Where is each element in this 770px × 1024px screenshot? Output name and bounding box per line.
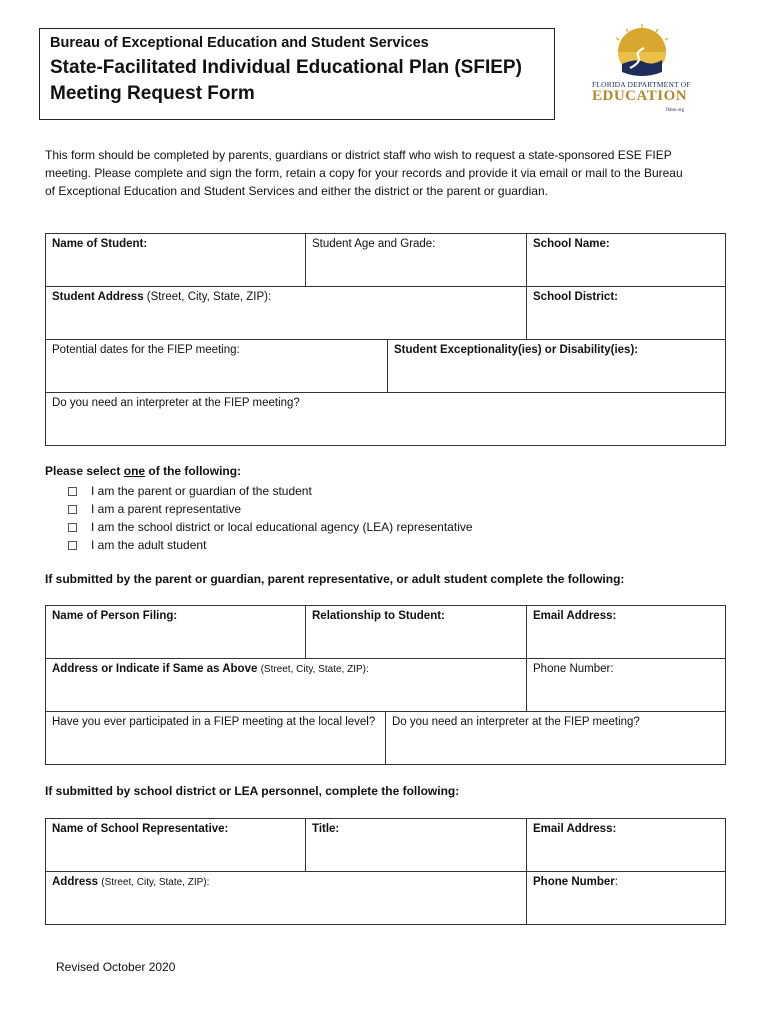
lea-address-field[interactable] xyxy=(46,872,527,925)
parent-address-hint: (Street, City, State, ZIP): xyxy=(260,664,369,675)
student-address-field[interactable] xyxy=(46,287,527,340)
meeting-dates-field[interactable]: Potential dates for the FIEP meeting: xyxy=(46,340,388,393)
lea-address-label: Address xyxy=(52,876,99,888)
lea-title-field[interactable]: Title: xyxy=(306,819,527,872)
role-options xyxy=(66,482,473,554)
interpreter-field[interactable]: Do you need an interpreter at the FIEP meeting? xyxy=(46,393,726,446)
parent-address-field[interactable] xyxy=(46,659,527,712)
parent-info-table xyxy=(45,605,726,765)
bureau-name: Bureau of Exceptional Education and Student Services xyxy=(50,35,429,51)
intro-paragraph: This form should be completed by parents, guardians or district staff who wish to request a state-sponsored ESE FIEP meeting. Please complete and sign the form, retain a copy for your records and provide it via email or mail to the Bureau of Exceptional Education and Student Services and either the district or the parent or guardian. xyxy=(45,148,683,198)
parent-email-field[interactable]: Email Address: xyxy=(527,606,726,659)
selection-prefix: Please select xyxy=(45,464,124,478)
lea-info-table xyxy=(45,818,726,925)
lea-phone-label: Phone Number xyxy=(533,876,615,888)
checkbox-icon[interactable] xyxy=(68,487,77,496)
person-filing-field[interactable]: Name of Person Filing: xyxy=(46,606,306,659)
checkbox-icon[interactable] xyxy=(68,505,77,514)
role-option-adult-student[interactable] xyxy=(66,536,473,554)
role-option-parent[interactable] xyxy=(66,482,473,500)
role-option-label: I am the school district or local educational agency (LEA) representative xyxy=(91,520,473,534)
parent-address-label: Address or Indicate if Same as Above xyxy=(52,663,258,675)
role-option-label: I am the adult student xyxy=(91,538,207,552)
role-option-label: I am a parent representative xyxy=(91,502,242,516)
role-option-parent-rep[interactable] xyxy=(66,500,473,518)
selection-underlined: one xyxy=(123,464,146,478)
student-info-table xyxy=(45,233,726,446)
checkbox-icon[interactable] xyxy=(68,541,77,550)
relationship-field[interactable]: Relationship to Student: xyxy=(306,606,527,659)
checkbox-icon[interactable] xyxy=(68,523,77,532)
parent-phone-field[interactable]: Phone Number: xyxy=(527,659,726,712)
form-title-line2: Meeting Request Form xyxy=(50,83,255,104)
form-title-line1: State-Facilitated Individual Educational Plan (SFIEP) xyxy=(50,57,522,78)
selection-heading xyxy=(45,464,241,478)
student-address-label: Student Address xyxy=(52,291,144,303)
exceptionality-field[interactable]: Student Exceptionality(ies) or Disability(ies): xyxy=(388,340,726,393)
lea-phone-suffix: : xyxy=(614,876,618,888)
lea-section-heading: If submitted by school district or LEA personnel, complete the following: xyxy=(45,784,460,798)
form-header xyxy=(39,28,555,120)
role-option-lea[interactable] xyxy=(66,518,473,536)
parent-section-heading: If submitted by the parent or guardian, parent representative, or adult student complete the following: xyxy=(45,572,625,586)
parent-interpreter-field[interactable]: Do you need an interpreter at the FIEP meeting? xyxy=(386,712,726,765)
school-rep-name-field[interactable]: Name of School Representative: xyxy=(46,819,306,872)
student-age-grade-field[interactable]: Student Age and Grade: xyxy=(306,234,527,287)
role-option-label: I am the parent or guardian of the student xyxy=(91,484,312,498)
fldoe-logo xyxy=(586,22,698,118)
student-address-hint: (Street, City, State, ZIP): xyxy=(146,291,272,303)
logo-line2: EDUCATION xyxy=(592,88,688,104)
logo-line3: fldoe.org xyxy=(666,108,685,113)
revision-note: Revised October 2020 xyxy=(56,960,176,974)
school-name-field[interactable]: School Name: xyxy=(527,234,726,287)
logo-line1: FLORIDA DEPARTMENT OF xyxy=(592,80,691,89)
participated-field[interactable]: Have you ever participated in a FIEP meeting at the local level? xyxy=(46,712,386,765)
student-name-field[interactable]: Name of Student: xyxy=(46,234,306,287)
school-district-field[interactable]: School District: xyxy=(527,287,726,340)
lea-phone-field[interactable] xyxy=(527,872,726,925)
selection-suffix: of the following: xyxy=(145,464,242,478)
lea-address-hint: (Street, City, State, ZIP): xyxy=(101,877,210,888)
lea-email-field[interactable]: Email Address: xyxy=(527,819,726,872)
